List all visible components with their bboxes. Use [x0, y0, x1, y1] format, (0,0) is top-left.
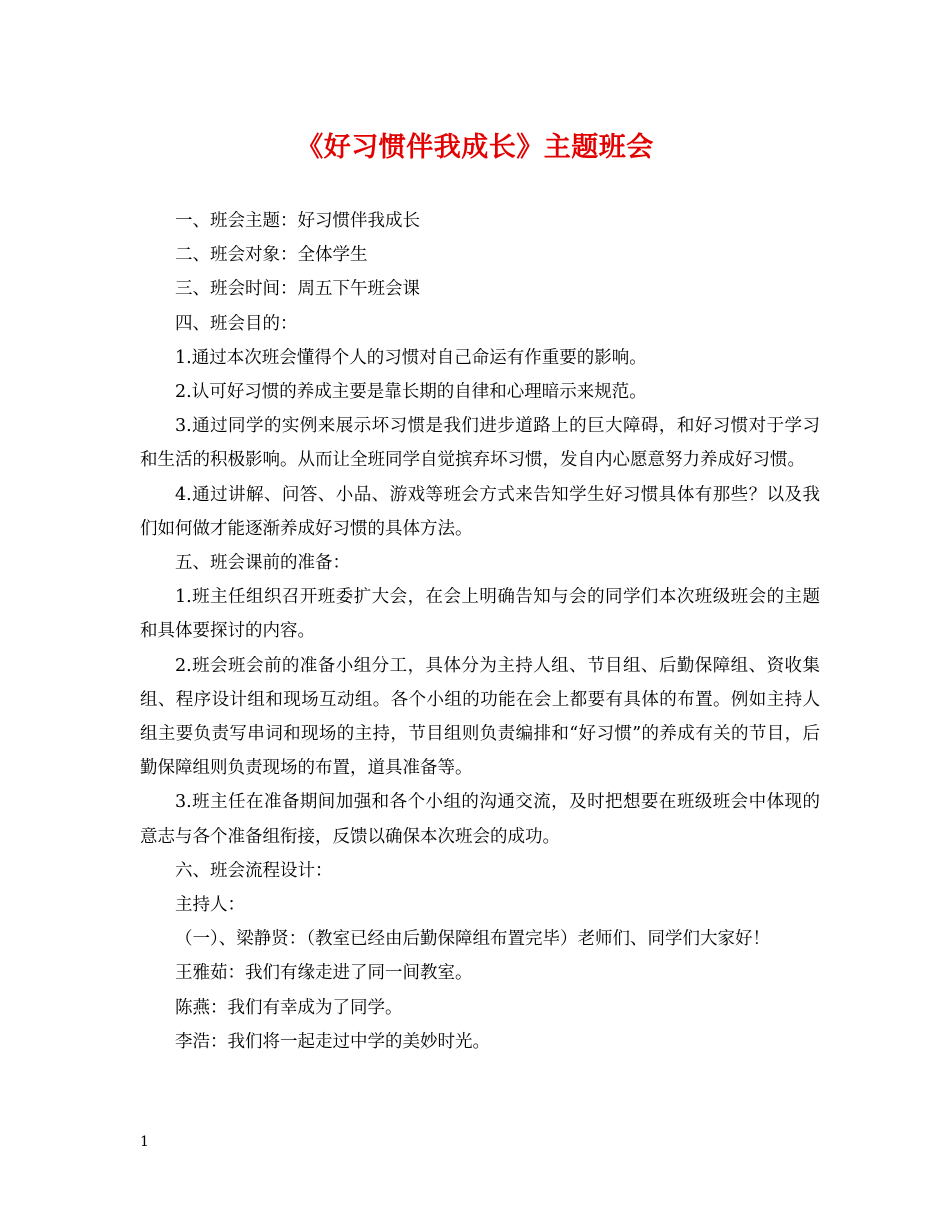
paragraph-time: 三、班会时间：周五下午班会课	[175, 279, 420, 300]
paragraph-purpose-heading: 四、班会目的：	[175, 313, 298, 334]
paragraph-purpose-4: 4.通过讲解、问答、小品、游戏等班会方式来告知学生好习惯具体有那些？以及我们如何做才能逐渐养成好习惯的具体方法。	[140, 484, 820, 539]
paragraph-purpose-1: 1.通过本次班会懂得个人的习惯对自己命运有作重要的影响。	[175, 347, 647, 368]
paragraph-preparation-1: 1.班主任组织召开班委扩大会，在会上明确告知与会的同学们本次班级班会的主题和具体要探讨的内容。	[140, 587, 820, 642]
paragraph-preparation-heading: 五、班会课前的准备：	[175, 553, 350, 574]
page-number: 1	[140, 1134, 149, 1150]
paragraph-preparation-2: 2.班会班会前的准备小组分工，具体分为主持人组、节目组、后勤保障组、资收集组、程序设计组和现场互动组。各个小组的功能在会上都要有具体的布置。例如主持人组主要负责写串词和现场的主持，节目组则负责编排和“好习惯”的养成有关的节目，后勤保障组则负责现场的布置，道具准备等。	[140, 655, 820, 779]
paragraph-preparation-3: 3.班主任在准备期间加强和各个小组的沟通交流，及时把想要在班级班会中体现的意志与各个准备组衔接，反馈以确保本次班会的成功。	[140, 792, 820, 847]
paragraph-dialogue-1: （一）、梁静贤：（教室已经由后勤保障组布置完毕）老师们、同学们大家好！	[175, 929, 770, 950]
paragraph-audience: 二、班会对象：全体学生	[175, 245, 368, 266]
paragraph-purpose-2: 2.认可好习惯的养成主要是靠长期的自律和心理暗示来规范。	[175, 382, 647, 403]
document-title: 《好习惯伴我成长》主题班会	[296, 132, 654, 163]
paragraph-dialogue-2: 王雅茹：我们有缘走进了同一间教室。	[175, 963, 473, 984]
paragraph-dialogue-4: 李浩：我们将一起走过中学的美妙时光。	[175, 1031, 490, 1052]
paragraph-host-label: 主持人：	[175, 895, 245, 916]
paragraph-purpose-3: 3.通过同学的实例来展示坏习惯是我们进步道路上的巨大障碍，和好习惯对于学习和生活的积极影响。从而让全班同学自觉摈弃坏习惯，发自内心愿意努力养成好习惯。	[140, 416, 820, 471]
document-body	[140, 204, 820, 1059]
paragraph-theme: 一、班会主题：好习惯伴我成长	[175, 211, 420, 231]
paragraph-dialogue-3: 陈燕：我们有幸成为了同学。	[175, 997, 403, 1018]
paragraph-flow-heading: 六、班会流程设计：	[175, 860, 333, 881]
